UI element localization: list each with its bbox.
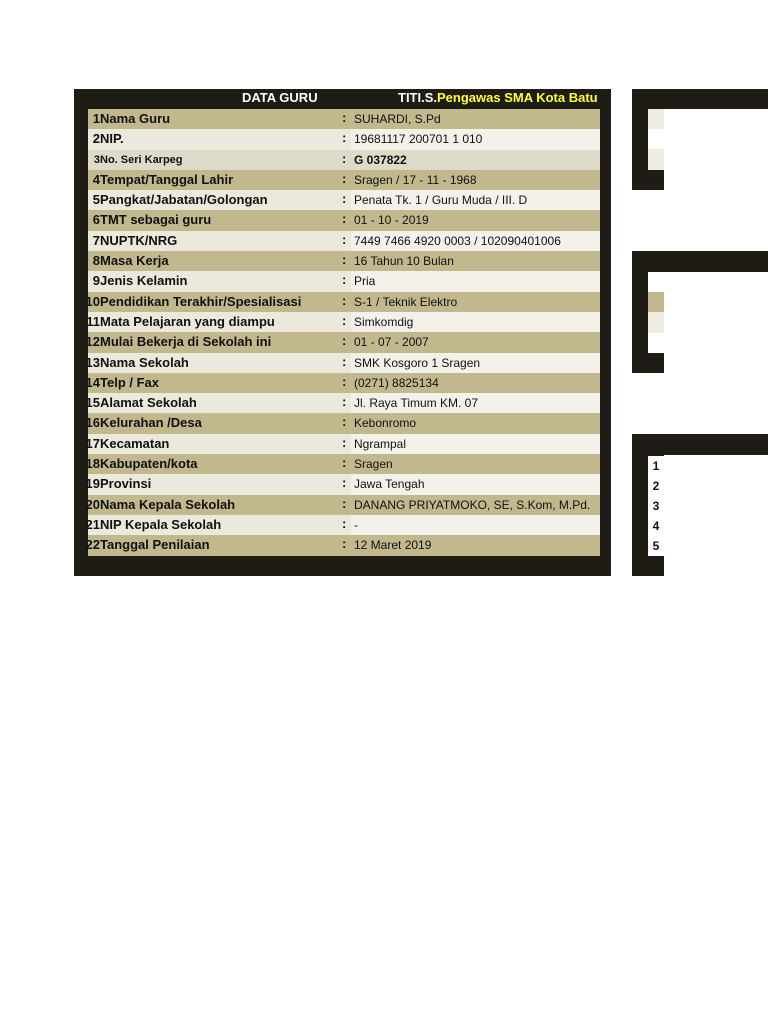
row-number: 6 [92, 212, 100, 228]
table-row [85, 393, 600, 413]
row-number: 18 [85, 456, 100, 472]
row-label: Alamat Sekolah [100, 395, 197, 411]
table-row [85, 353, 600, 373]
row-value: 12 Maret 2019 [354, 538, 432, 553]
subtitle-prefix: TITI.S. [398, 90, 437, 105]
table-row [85, 292, 600, 312]
row-label: Telp / Fax [100, 374, 159, 390]
row-colon: : [342, 191, 347, 207]
row-value: S-1 / Teknik Elektro [354, 294, 458, 309]
row-value: (0271) 8825134 [354, 375, 439, 390]
table-row [88, 150, 600, 170]
row-value: 01 - 10 - 2019 [354, 213, 429, 228]
row-number: 17 [85, 435, 100, 451]
right-panel-middle-gap [664, 353, 768, 373]
table-row [88, 251, 600, 271]
table-row [85, 535, 600, 555]
row-value: Jawa Tengah [354, 477, 425, 492]
right-panel-top-cell [648, 109, 664, 129]
right-panel-top-cell [648, 149, 664, 170]
right-panel-top-cell [648, 129, 664, 149]
row-label: TMT sebagai guru [100, 212, 212, 228]
row-label: Tempat/Tanggal Lahir [100, 171, 234, 187]
row-colon: : [342, 394, 347, 410]
table-row [85, 454, 600, 474]
table-row [85, 413, 600, 433]
row-value: Simkomdig [354, 314, 414, 329]
row-label: Nama Kepala Sekolah [100, 496, 236, 512]
row-number: 22 [85, 537, 100, 553]
table-row [88, 231, 600, 251]
row-colon: : [342, 252, 347, 268]
row-value: 16 Tahun 10 Bulan [354, 254, 454, 269]
row-number: 21 [85, 516, 100, 532]
row-value: 01 - 07 - 2007 [354, 335, 429, 350]
row-label: Nama Guru [100, 111, 171, 126]
row-colon: : [342, 231, 347, 247]
row-colon: : [342, 211, 347, 227]
row-value: Sragen [354, 457, 393, 472]
row-number: 19 [85, 476, 100, 492]
row-number: 3 [93, 153, 100, 166]
teacher-data-table [85, 109, 600, 556]
row-value: G 037822 [354, 152, 407, 167]
row-value: SMK Kosgoro 1 Sragen [354, 355, 481, 370]
row-number: 12 [85, 334, 100, 350]
row-number: 20 [85, 496, 100, 512]
row-colon: : [342, 475, 347, 491]
right-panel-middle-body [664, 272, 768, 353]
row-colon: : [342, 536, 347, 552]
table-row [85, 495, 600, 515]
row-colon: : [342, 130, 347, 146]
row-colon: : [342, 110, 347, 125]
row-colon: : [342, 150, 347, 166]
subtitle-highlight: Pengawas SMA Kota Batu [437, 90, 598, 105]
row-number: 11 [86, 313, 100, 329]
row-colon: : [342, 414, 347, 430]
row-label: Masa Kerja [100, 253, 169, 269]
right-panel-number: 1 [648, 456, 664, 476]
row-colon: : [342, 495, 347, 511]
row-colon: : [342, 353, 347, 369]
row-number: 4 [92, 171, 100, 187]
table-row [88, 109, 600, 129]
right-panel-middle-cell [648, 292, 664, 312]
right-panel-bottom-gap [664, 556, 768, 576]
right-panel-number: 5 [648, 536, 664, 556]
panel-subtitle [398, 90, 598, 105]
row-number: 14 [85, 374, 100, 390]
table-row [85, 332, 600, 352]
row-label: Tanggal Penilaian [100, 537, 210, 553]
row-label: NUPTK/NRG [100, 232, 178, 248]
row-colon: : [342, 170, 347, 186]
row-colon: : [342, 292, 347, 308]
row-number: 2 [92, 131, 100, 147]
row-label: Pendidikan Terakhir/Spesialisasi [100, 293, 302, 309]
table-row [88, 190, 600, 210]
row-label: Kecamatan [100, 435, 170, 451]
row-colon: : [342, 333, 347, 349]
panel-title: DATA GURU [242, 90, 318, 105]
row-label: Kelurahan /Desa [100, 415, 202, 431]
row-label: Jenis Kelamin [100, 273, 188, 289]
row-colon: : [342, 312, 347, 328]
row-label: Kabupaten/kota [100, 456, 198, 472]
row-colon: : [342, 373, 347, 389]
row-value: Sragen / 17 - 11 - 1968 [354, 172, 477, 187]
right-panel-bottom-body [664, 455, 768, 556]
table-row [85, 474, 600, 494]
row-number: 10 [85, 293, 100, 309]
row-colon: : [342, 455, 347, 471]
row-value: Kebonromo [354, 416, 417, 431]
table-row [85, 434, 600, 454]
row-value: Pria [354, 274, 376, 289]
row-label: Provinsi [100, 476, 152, 492]
row-colon: : [342, 434, 347, 450]
row-colon: : [342, 272, 347, 288]
right-panel-middle-cell [648, 312, 664, 333]
table-row [88, 170, 600, 190]
row-number: 9 [92, 273, 100, 289]
table-row [88, 271, 600, 291]
right-panel-number: 2 [648, 476, 664, 496]
row-label: Nama Sekolah [100, 354, 189, 370]
right-panel-number: 4 [648, 516, 664, 536]
row-value: - [354, 517, 358, 532]
panel-header [88, 89, 600, 108]
row-value: Jl. Raya Timum KM. 07 [354, 396, 479, 411]
right-panel-middle-cell [648, 272, 664, 292]
right-panel-top-body [664, 109, 768, 170]
row-number: 13 [85, 354, 100, 370]
table-row [85, 515, 600, 535]
row-number: 8 [92, 253, 100, 269]
row-number: 16 [85, 415, 100, 431]
row-value: DANANG PRIYATMOKO, SE, S.Kom, M.Pd. [354, 497, 591, 512]
table-row [88, 129, 600, 149]
row-label: NIP. [100, 131, 124, 147]
row-value: Ngrampal [354, 436, 407, 451]
right-panel-top-gap [664, 170, 768, 190]
row-value: 19681117 200701 1 010 [354, 132, 483, 147]
table-row [88, 210, 600, 230]
row-number: 7 [92, 232, 100, 248]
row-label: Mata Pelajaran yang diampu [100, 313, 275, 329]
row-number: 15 [85, 395, 100, 411]
right-panel-number: 3 [648, 496, 664, 516]
row-value: Penata Tk. 1 / Guru Muda / III. D [354, 193, 528, 208]
table-row [88, 312, 600, 332]
row-label: No. Seri Karpeg [100, 153, 183, 166]
row-label: Mulai Bekerja di Sekolah ini [100, 334, 272, 350]
row-label: Pangkat/Jabatan/Golongan [100, 192, 268, 208]
table-row [85, 373, 600, 393]
row-value: SUHARDI, S.Pd [354, 112, 441, 126]
row-number: 5 [92, 192, 100, 208]
right-panel-middle-cell [648, 333, 664, 353]
row-value: 7449 7466 4920 0003 / 102090401006 [354, 233, 561, 248]
row-colon: : [342, 515, 347, 531]
row-label: NIP Kepala Sekolah [100, 516, 222, 532]
row-number: 1 [92, 111, 100, 126]
